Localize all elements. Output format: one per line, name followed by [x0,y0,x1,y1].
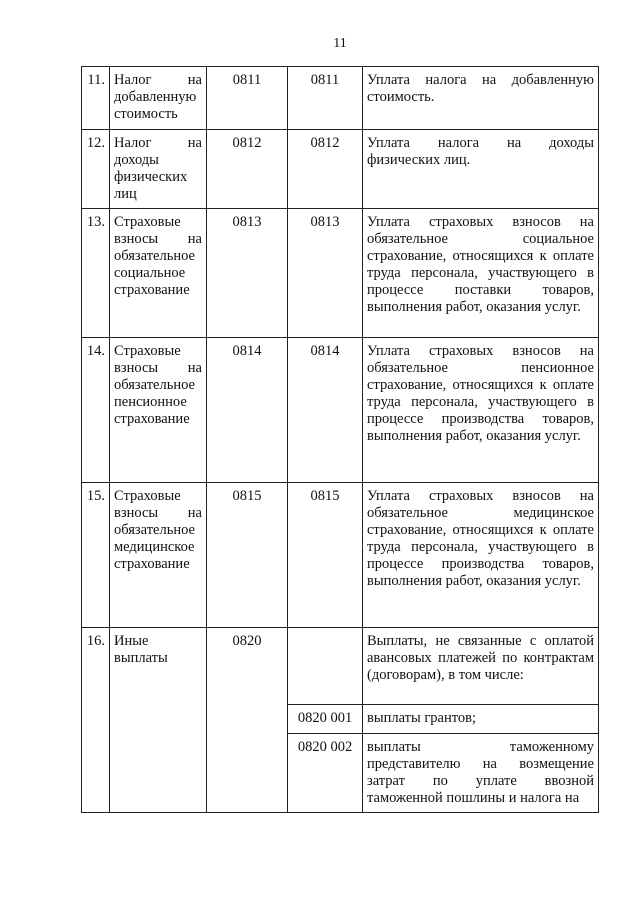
payment-description: выплаты грантов; [363,705,599,734]
payment-code: 0820 [207,628,288,813]
payment-subcode: 0815 [288,483,363,628]
payment-code: 0811 [207,67,288,130]
page-number: 11 [333,36,347,51]
table-row [82,67,599,130]
row-number: 16. [82,628,110,813]
payment-subcode: 0812 [288,130,363,209]
payment-subcode: 0820 001 [288,705,363,734]
payment-description: Уплата налога на доходы физических лиц. [363,130,599,209]
payment-subcode: 0814 [288,338,363,483]
payment-description: Уплата страховых взносов на обязательное медицинское страхование, относящихся к оплате труда персонала, участвующего в процессе производства товаров, выполнения работ, оказания услуг. [363,483,599,628]
payment-description: выплаты таможенному представителю на возмещение затрат по уплате ввозной таможенной пошлины и налога на [363,734,599,813]
codes-table [81,66,599,813]
row-number: 11. [82,67,110,130]
payment-name: Иные выплаты [110,628,207,813]
payment-code: 0815 [207,483,288,628]
table-row [82,483,599,628]
payment-subcode: 0811 [288,67,363,130]
payment-name: Страховые взносы на обязательное медицинское страхование [110,483,207,628]
table-row [82,628,599,705]
row-number: 12. [82,130,110,209]
payment-code: 0812 [207,130,288,209]
payment-description: Уплата налога на добавленную стоимость. [363,67,599,130]
payment-subcode [288,628,363,705]
payment-description: Уплата страховых взносов на обязательное пенсионное страхование, относящихся к оплате труда персонала, участвующего в процессе производства товаров, выполнения работ, оказания услуг. [363,338,599,483]
payment-name: Налог на добавленную стоимость [110,67,207,130]
payment-description: Выплаты, не связанные с оплатой авансовых платежей по контрактам (договорам), в том числе: [363,628,599,705]
table-row [82,338,599,483]
payment-subcode: 0813 [288,209,363,338]
payment-code: 0814 [207,338,288,483]
table-row [82,209,599,338]
payment-code: 0813 [207,209,288,338]
payment-name: Налог на доходы физических лиц [110,130,207,209]
payment-description: Уплата страховых взносов на обязательное социальное страхование, относящихся к оплате труда персонала, участвующего в процессе поставки товаров, выполнения работ, оказания услуг. [363,209,599,338]
table-row [82,130,599,209]
payment-name: Страховые взносы на обязательное пенсионное страхование [110,338,207,483]
row-number: 15. [82,483,110,628]
row-number: 13. [82,209,110,338]
payment-subcode: 0820 002 [288,734,363,813]
payment-name: Страховые взносы на обязательное социальное страхование [110,209,207,338]
row-number: 14. [82,338,110,483]
